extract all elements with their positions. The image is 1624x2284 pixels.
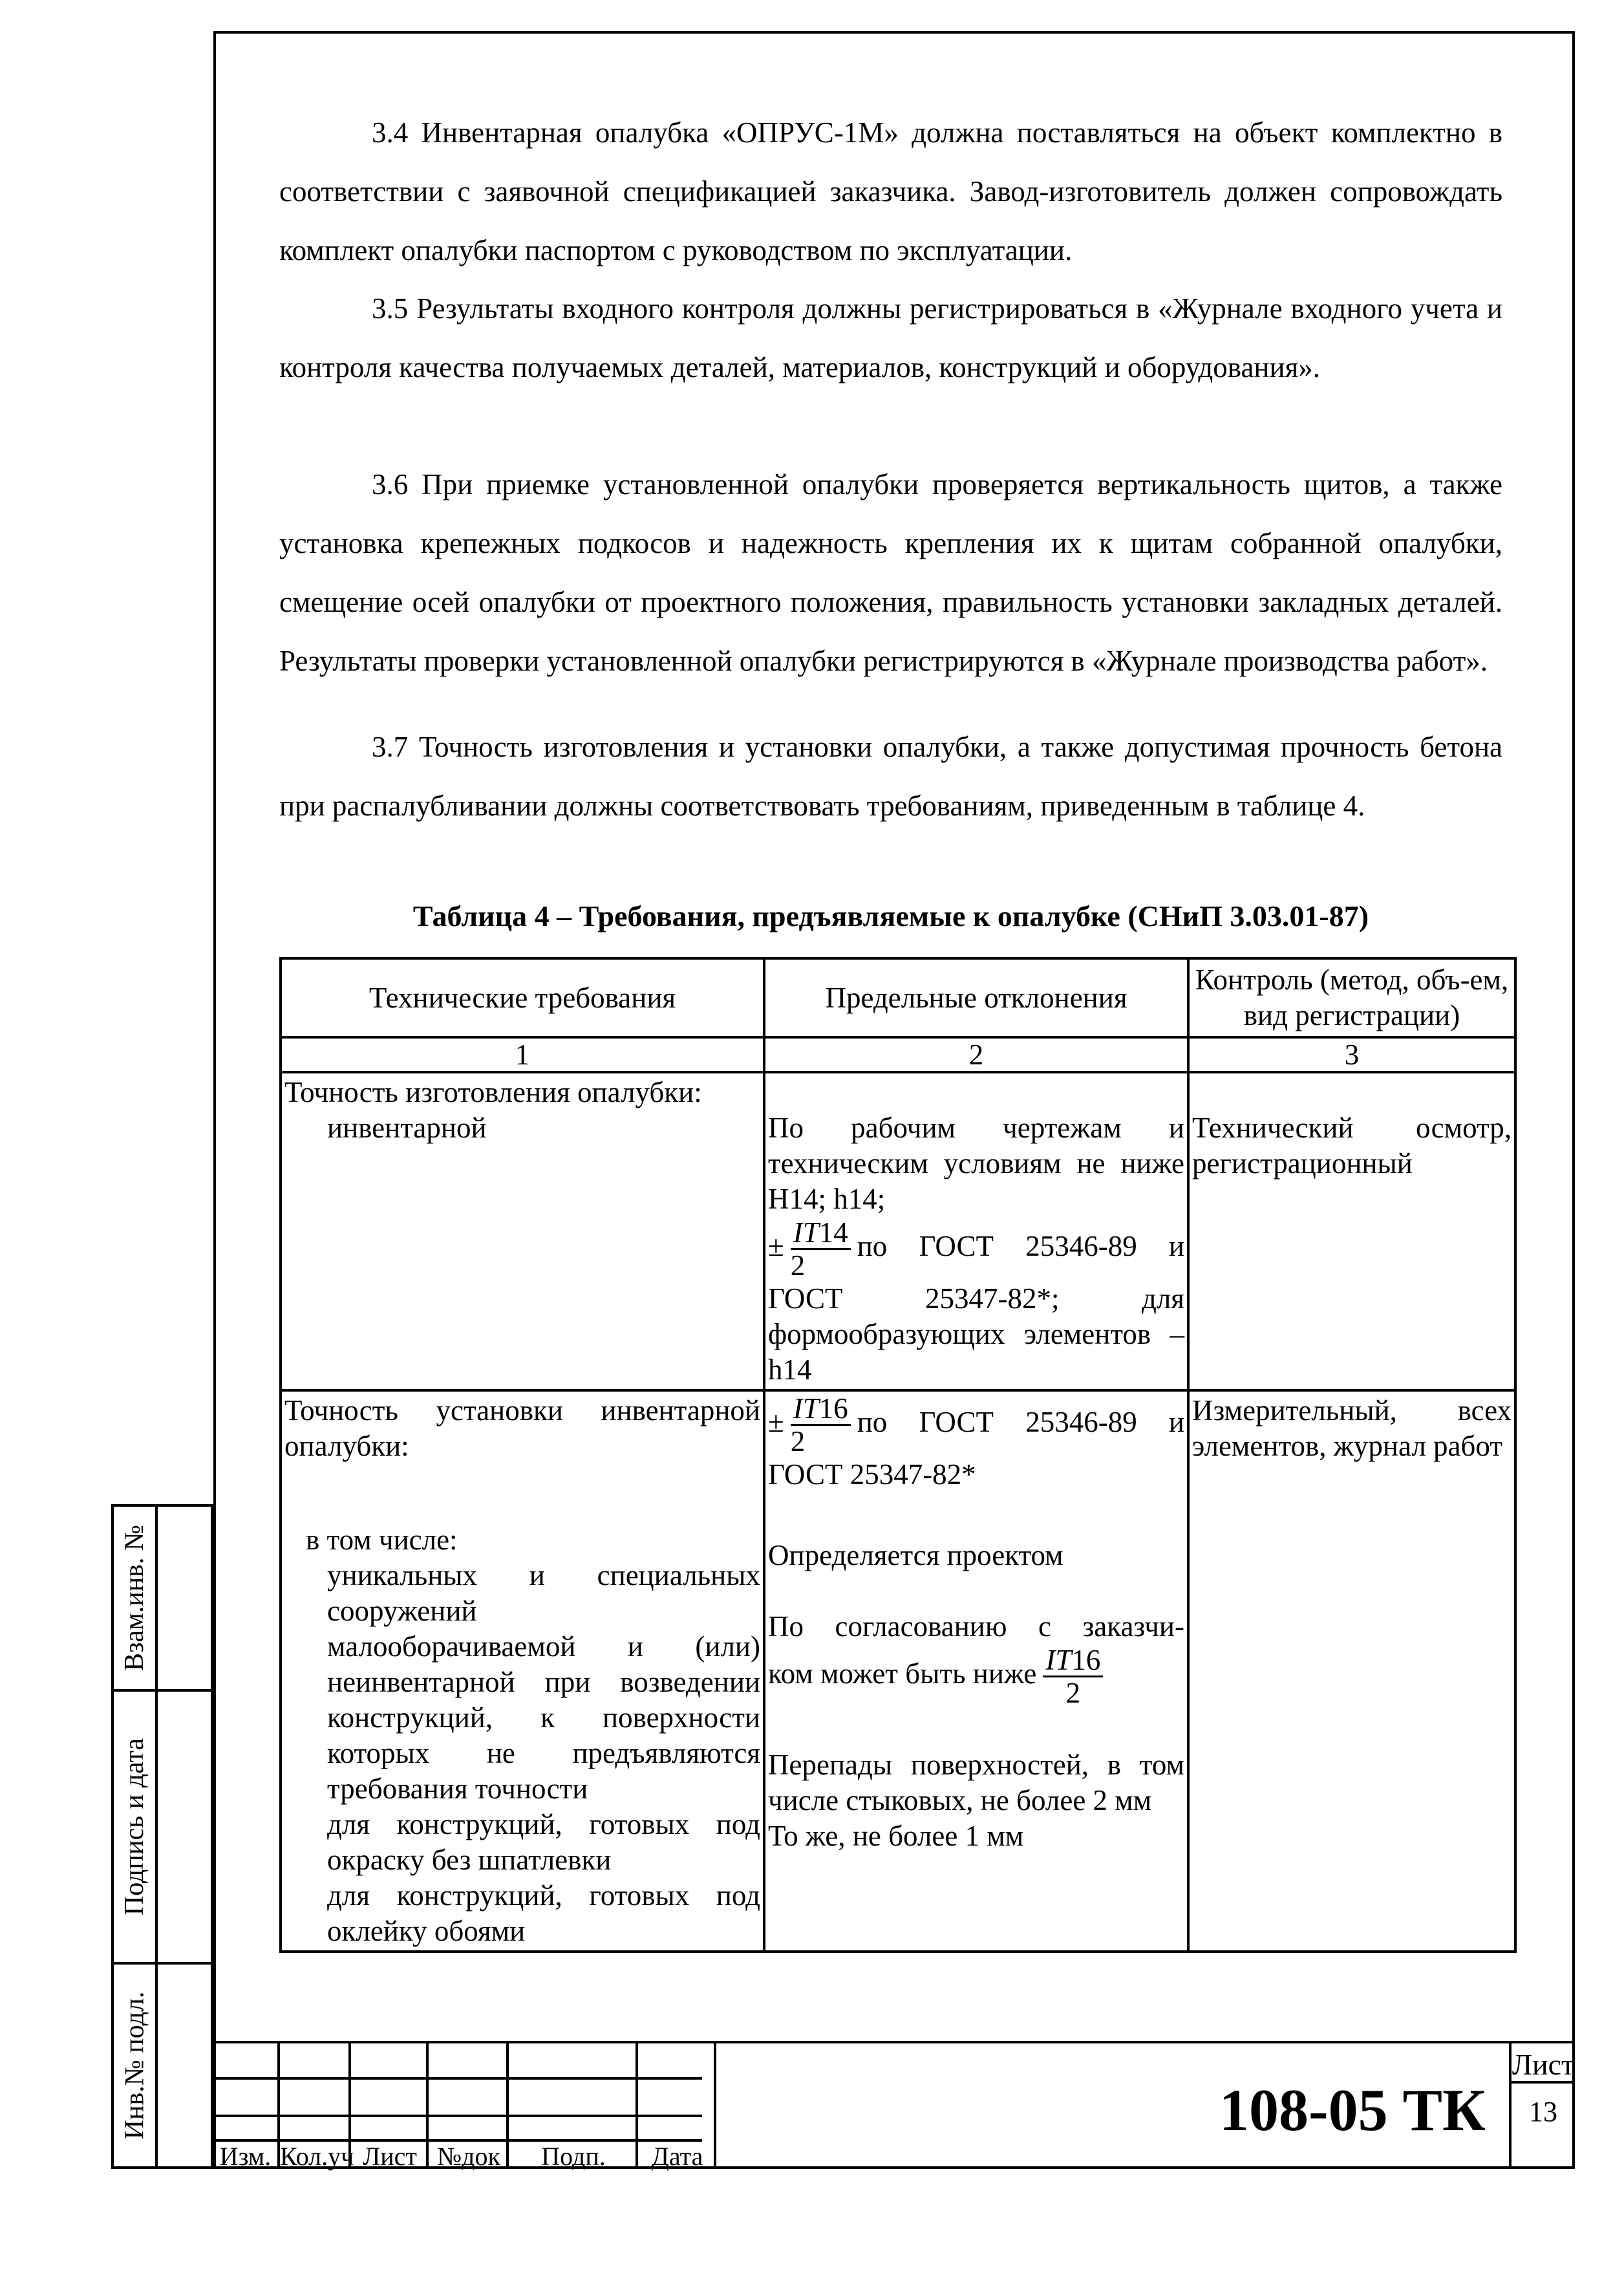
cell-control [1188, 1390, 1515, 1952]
column-number: 3 [1188, 1037, 1515, 1072]
table-caption: Таблица 4 – Требования, предъявляемые к опалубке (СНиП 3.03.01-87) [412, 900, 1369, 932]
fraction-value: 16 [818, 1392, 848, 1425]
table-number-row [281, 1037, 1515, 1072]
cell-deviation [764, 1390, 1188, 1952]
stamp-label-podp: Подп. [541, 2142, 606, 2171]
paragraph-3-7: 3.7 Точность изготовления и установки опалубки, а также допустимая прочность бетона при распалубливании должны соответствовать требованиям, приведенным в таблице 4. [279, 731, 1502, 822]
row1-sub: инвентарной [327, 1112, 487, 1144]
sheet-label: Лист [1512, 2048, 1575, 2081]
row2-title: Точность установки инвентарной опалубки: [284, 1394, 760, 1462]
plus-minus: ± [768, 1405, 784, 1438]
row2-item-c: для конструкций, готовых под окраску без шпатлевки [327, 1808, 760, 1876]
header-deviations: Предельные отклонения [764, 958, 1188, 1037]
row2-deviation-a: Определяется проектом [768, 1539, 1063, 1571]
fraction-it: IT [793, 1392, 819, 1425]
document-code: 108-05 ТК [1219, 2077, 1486, 2143]
table-row [281, 1072, 1515, 1390]
header-requirements: Технические требования [281, 958, 764, 1037]
cell-control [1188, 1072, 1515, 1390]
stamp-label-ndok: №док [437, 2142, 500, 2171]
row1-deviation-a: По рабочим чертежам и техническим условиям не ниже Н14; h14; [768, 1112, 1184, 1215]
title-block [211, 2041, 1575, 2171]
row2-deviation-c: Перепады поверхностей, в том числе стыковых, не более 2 мм [768, 1749, 1184, 1816]
stamp-label-list: Лист [363, 2142, 417, 2171]
table-row [281, 1390, 1515, 1952]
cell-requirement [281, 1072, 764, 1390]
row2-item-a: уникальных и специальных сооружений [327, 1559, 760, 1627]
fraction-denominator: 2 [790, 1249, 806, 1282]
fraction-value: 14 [818, 1216, 848, 1249]
row2-deviation-b2 [768, 1644, 1184, 1708]
row1-deviation-formula [768, 1217, 1184, 1281]
side-box-vzam [111, 1504, 213, 1692]
row1-title: Точность изготовления опалубки: [284, 1076, 702, 1108]
side-podp-label: Подпись и дата [120, 1738, 149, 1916]
row2-deviation-b1: По согласованию с заказчи- [768, 1610, 1184, 1643]
row2-item-d: для конструкций, готовых под оклейку обоями [327, 1879, 760, 1947]
row1-deviation-c: ГОСТ 25347-82*; для формообразующих элементов – h14 [768, 1282, 1184, 1386]
column-number: 1 [281, 1037, 764, 1072]
fraction [791, 1217, 851, 1281]
row1-control: Технический осмотр, регистрационный [1192, 1112, 1512, 1180]
paragraph-3-4: 3.4 Инвентарная опалубка «ОПРУС-1М» должна поставляться на объект комплектно в соответствии с заявочной спецификацией заказчика. Завод-изготовитель должен сопровождать комплект опалубки паспортом с руководством по эксплуатации. [279, 116, 1502, 266]
stamp-label-kolych: Кол.уч [280, 2142, 354, 2171]
table-header-row [281, 958, 1515, 1037]
paragraph-3-5: 3.5 Результаты входного контроля должны регистрироваться в «Журнале входного учета и контроля качества получаемых деталей, материалов, конструкций и оборудования». [279, 292, 1502, 383]
requirements-table [279, 957, 1517, 1953]
stamp-label-izm: Изм. [219, 2142, 272, 2171]
sheet-number: 13 [1529, 2096, 1557, 2128]
row1-gost-a: по ГОСТ 25346-89 и [857, 1229, 1184, 1262]
fraction-it: IT [1045, 1644, 1072, 1676]
fraction [791, 1393, 851, 1457]
row2-including: в том числе: [306, 1524, 458, 1556]
fraction-denominator: 2 [790, 1425, 806, 1458]
side-box-podp [111, 1689, 213, 1965]
fraction-value: 16 [1071, 1644, 1101, 1676]
header-control: Контроль (метод, объ-ем, вид регистрации) [1188, 958, 1515, 1037]
stamp-label-data: Дата [651, 2142, 703, 2171]
column-number: 2 [764, 1037, 1188, 1072]
fraction-denominator: 2 [1065, 1677, 1081, 1709]
row2-item-b: малооборачиваемой и (или) неинвентарной при возведении конструкций, к поверхности которых не предъявляются требования точности [327, 1630, 760, 1805]
paragraph-3-6: 3.6 При приемке установленной опалубки проверяется вертикальность щитов, а также установка крепежных подкосов и надежность крепления их к щитам собранной опалубки, смещение осей опалубки от проектного положения, правильность установки закладных деталей. Результаты проверки установленной опалубки регистрируются в «Журнале производства работ». [279, 468, 1502, 677]
cell-deviation [764, 1072, 1188, 1390]
fraction [1043, 1644, 1103, 1708]
side-inv-label: Инв.№ подл. [120, 1991, 149, 2140]
row2-gost-a: по ГОСТ 25346-89 и [857, 1405, 1184, 1438]
row2-deviation-formula [768, 1393, 1184, 1457]
row2-gost-b: ГОСТ 25347-82* [768, 1458, 976, 1491]
fraction-it: IT [793, 1216, 819, 1249]
row2-control: Измерительный, всех элементов, журнал работ [1192, 1394, 1512, 1462]
side-vzam-label: Взам.инв. № [120, 1524, 149, 1672]
plus-minus: ± [768, 1229, 784, 1262]
row2-deviation-b2-text: ком может быть ниже [768, 1657, 1037, 1690]
row2-deviation-d: То же, не более 1 мм [768, 1820, 1024, 1852]
side-box-inv [111, 1962, 213, 2169]
cell-requirement [281, 1390, 764, 1952]
